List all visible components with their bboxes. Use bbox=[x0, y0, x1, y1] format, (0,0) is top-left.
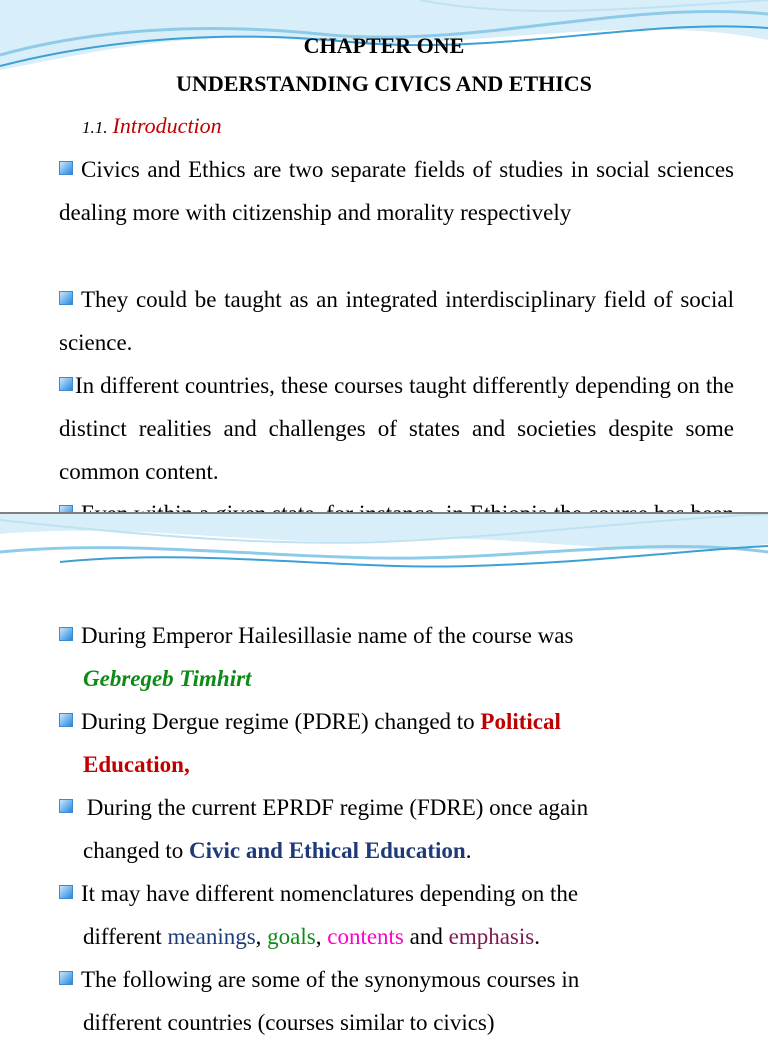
bullet-item: The following are some of the synonymous courses in different countries (courses similar to civics) bbox=[59, 958, 719, 1044]
bullet-item bbox=[59, 278, 734, 364]
bullet-item: It may have different nomenclatures depending on the different meanings, goals, contents and emphasis. bbox=[59, 872, 719, 958]
checkbox-bullet-icon bbox=[59, 971, 73, 985]
checkbox-bullet-icon bbox=[59, 291, 73, 305]
course-name-education: Education bbox=[83, 752, 184, 777]
bullet-text: During Emperor Hailesillasie name of the course was bbox=[81, 623, 574, 648]
checkbox-bullet-icon bbox=[59, 627, 73, 641]
bullet-text: They could be taught as an integrated interdisciplinary field of social science. bbox=[59, 287, 734, 355]
bullet-item bbox=[59, 364, 734, 493]
bullet-item: During the current EPRDF regime (FDRE) once again changed to Civic and Ethical Education. bbox=[59, 786, 719, 872]
slide-2 bbox=[0, 512, 768, 1035]
chapter-title: CHAPTER ONE bbox=[303, 33, 465, 58]
section-heading-text: Introduction bbox=[112, 113, 222, 138]
section-heading bbox=[82, 111, 222, 143]
word-meanings: meanings bbox=[167, 924, 256, 949]
bullet-item: During Dergue regime (PDRE) changed to Political Education, bbox=[59, 700, 719, 786]
course-name-gebregeb: Gebregeb Timhirt bbox=[83, 666, 252, 691]
checkbox-bullet-icon bbox=[59, 713, 73, 727]
course-name-civic-ethical: Civic and Ethical Education bbox=[189, 838, 466, 863]
main-title: UNDERSTANDING CIVICS AND ETHICS bbox=[176, 71, 592, 96]
checkbox-bullet-icon bbox=[59, 161, 73, 175]
checkbox-bullet-icon bbox=[59, 377, 73, 391]
course-name-political: Political bbox=[480, 709, 561, 734]
bullet-text: It may have different nomenclatures depending on the bbox=[81, 881, 579, 906]
bullet-text: In different countries, these courses taught differently depending on the distinct realities and challenges of states and societies despite some common content. bbox=[59, 373, 734, 484]
bullet-item bbox=[59, 148, 734, 234]
section-number: 1.1. bbox=[82, 118, 108, 137]
bullet-item bbox=[59, 614, 719, 700]
word-contents: contents bbox=[327, 924, 404, 949]
bullet-text: Civics and Ethics are two separate fields of studies in social sciences dealing more with citizenship and morality respectively bbox=[59, 157, 734, 225]
bullet-text: During Dergue regime (PDRE) changed to bbox=[81, 709, 475, 734]
word-emphasis: emphasis bbox=[448, 924, 535, 949]
bullet-text: The following are some of the synonymous courses in bbox=[81, 967, 580, 992]
slide-1 bbox=[0, 0, 768, 512]
word-goals: goals bbox=[267, 924, 316, 949]
checkbox-bullet-icon bbox=[59, 885, 73, 899]
slide-divider bbox=[0, 512, 768, 514]
bullet-text: During the current EPRDF regime (FDRE) once again bbox=[86, 795, 589, 820]
checkbox-bullet-icon bbox=[59, 799, 73, 813]
